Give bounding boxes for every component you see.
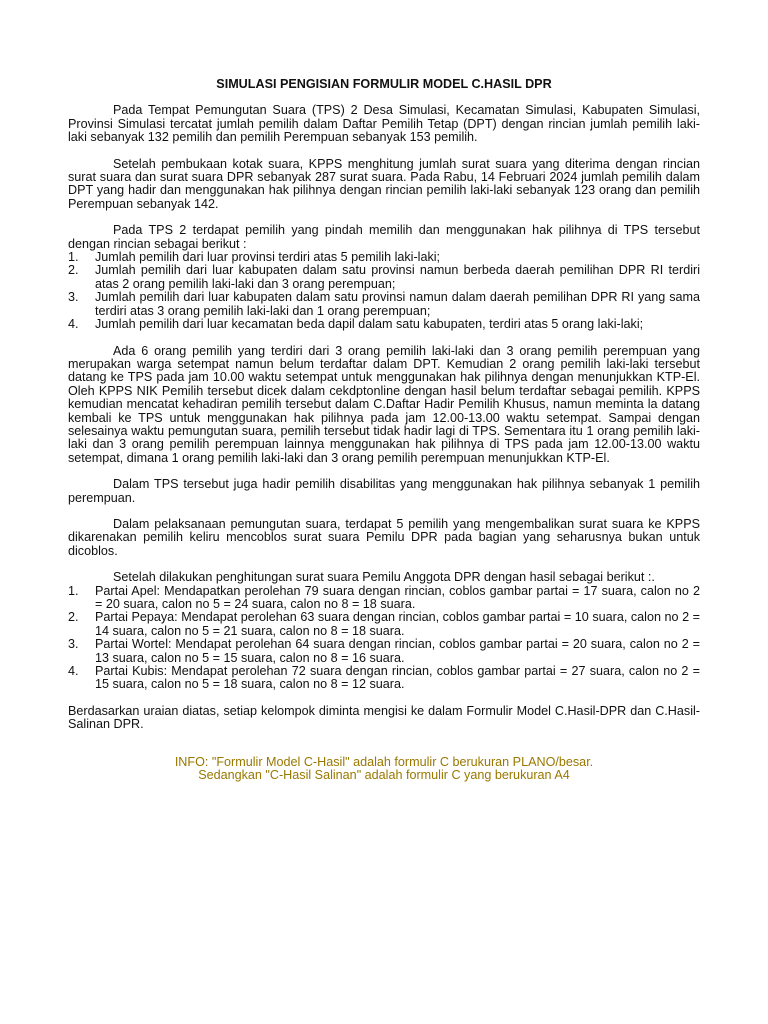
list-pemilih-pindah <box>68 251 700 331</box>
list-item <box>68 638 700 665</box>
paragraph-pemilih-pindah: Pada TPS 2 terdapat pemilih yang pindah memilih dan menggunakan hak pilihnya di TPS tersebut dengan rincian sebagai berikut : <box>68 223 700 251</box>
paragraph-surat-suara: Setelah pembukaan kotak suara, KPPS menghitung jumlah surat suara yang diterima dengan rincian surat suara dan surat suara DPR sebanyak 287 surat suara. Pada Rabu, 14 Februari 2024 jumlah pemilih dalam DPT yang hadir dan menggunakan hak pilihnya dengan rincian pemilih laki-laki sebanyak 123 orang dan pemilih Perempuan sebanyak 142. <box>68 156 700 211</box>
list-item-number: 3. <box>68 637 79 652</box>
info-note <box>68 756 700 783</box>
list-item <box>68 585 700 612</box>
paragraph-hasil-penghitungan: Setelah dilakukan penghitungan surat suara Pemilu Anggota DPR dengan hasil sebagai berikut :. <box>113 570 655 585</box>
list-item-number: 2. <box>68 263 79 278</box>
list-hasil-partai <box>68 585 700 692</box>
paragraph-pemilih-khusus: Ada 6 orang pemilih yang terdiri dari 3 orang pemilih laki-laki dan 3 orang pemilih perempuan yang merupakan warga setempat namun belum terdaftar dalam DPT. Kemudian 2 orang pemilih laki-laki tersebut datang ke TPS pada jam 10.00 waktu setempat untuk menggunakan hak pilihnya dengan menunjukkan KTP-El. Oleh KPPS NIK Pemilih tersebut dicek dalam cekdptonline dengan hasil belum terdaftar sebagai pemilih. KPPS kemudian mencatat kehadiran pemilih tersebut dalam C.Daftar Hadir Pemilih Khusus, namun meminta la datang kembali ke TPS untuk menggunakan hak pilihnya pada jam 12.00-13.00 waktu setempat. Sampai dengan selesainya waktu pemungutan suara, pemilih tersebut tidak hadir lagi di TPS. Sementara itu 1 orang pemilih laki-laki dan 3 orang pemilih perempuan lainnya menggunakan hak pilihnya di TPS pada jam 12.00-13.00 waktu setempat, dimana 1 orang pemilih laki-laki dan 3 orang pemilih perempuan menunjukkan KTP-El. <box>68 343 700 465</box>
paragraph-dpt: Pada Tempat Pemungutan Suara (TPS) 2 Desa Simulasi, Kecamatan Simulasi, Kabupaten Simulasi, Provinsi Simulasi tercatat jumlah pemilih dalam Daftar Pemilih Tetap (DPT) dengan rincian jumlah pemilih laki-laki sebanyak 132 pemilih dan pemilih Perempuan sebanyak 153 pemilih. <box>68 103 700 145</box>
paragraph-disabilitas: Dalam TPS tersebut juga hadir pemilih disabilitas yang menggunakan hak pilihnya sebanyak 1 pemilih perempuan. <box>68 477 700 505</box>
list-item-number: 1. <box>68 250 79 265</box>
list-item-text: Partai Apel: Mendapatkan perolehan 79 suara dengan rincian, coblos gambar partai = 17 suara, calon no 2 = 20 suara, calon no 5 = 24 suara, calon no 8 = 18 suara. <box>95 583 700 611</box>
list-item-number: 4. <box>68 317 79 332</box>
list-item <box>68 264 700 291</box>
info-line-2: Sedangkan "C-Hasil Salinan" adalah formulir C yang berukuran A4 <box>198 768 570 783</box>
list-item <box>68 318 700 331</box>
list-item <box>68 611 700 638</box>
list-item <box>68 291 700 318</box>
list-item-text: Jumlah pemilih dari luar kabupaten dalam satu provinsi namun dalam daerah pemilihan DPR RI yang sama terdiri atas 3 orang pemilih laki-laki dan 1 orang perempuan; <box>95 290 700 318</box>
list-item-number: 3. <box>68 290 79 305</box>
list-item-text: Partai Pepaya: Mendapat perolehan 63 suara dengan rincian, coblos gambar partai = 10 suara, calon no 2 = 14 suara, calon no 5 = 21 suara, calon no 8 = 18 suara. <box>95 610 700 638</box>
list-item-number: 2. <box>68 610 79 625</box>
list-item <box>68 251 700 264</box>
list-item-number: 4. <box>68 664 79 679</box>
list-item-text: Jumlah pemilih dari luar kecamatan beda dapil dalam satu kabupaten, terdiri atas 5 orang laki-laki; <box>95 317 644 332</box>
info-line-1: INFO: "Formulir Model C-Hasil" adalah formulir C berukuran PLANO/besar. <box>174 754 594 769</box>
list-item-text: Jumlah pemilih dari luar provinsi terdiri atas 5 pemilih laki-laki; <box>95 250 441 265</box>
list-item-text: Jumlah pemilih dari luar kabupaten dalam satu provinsi namun berbeda daerah pemilihan DPR RI terdiri atas 2 orang pemilih laki-laki dan 3 orang perempuan; <box>95 263 700 291</box>
list-item-text: Partai Wortel: Mendapat perolehan 64 suara dengan rincian, coblos gambar partai = 20 suara, calon no 2 = 13 suara, calon no 5 = 15 suara, calon no 8 = 16 suara. <box>95 637 700 665</box>
document-title: SIMULASI PENGISIAN FORMULIR MODEL C.HASIL DPR <box>216 77 552 91</box>
list-item-number: 1. <box>68 583 79 598</box>
list-item <box>68 665 700 692</box>
paragraph-surat-suara-rusak: Dalam pelaksanaan pemungutan suara, terdapat 5 pemilih yang mengembalikan surat suara ke KPPS dikarenakan pemilih keliru mencoblos surat suara Pemilu DPR pada bagian yang seharusnya bukan untuk dicoblos. <box>68 516 700 558</box>
paragraph-instruksi: Berdasarkan uraian diatas, setiap kelompok diminta mengisi ke dalam Formulir Model C.Hasil-DPR dan C.Hasil- Salinan DPR. <box>68 703 700 732</box>
list-item-text: Partai Kubis: Mendapat perolehan 72 suara dengan rincian, coblos gambar partai = 27 suara, calon no 2 = 15 suara, calon no 5 = 18 suara, calon no 8 = 12 suara. <box>95 664 700 692</box>
document-page <box>68 78 700 783</box>
